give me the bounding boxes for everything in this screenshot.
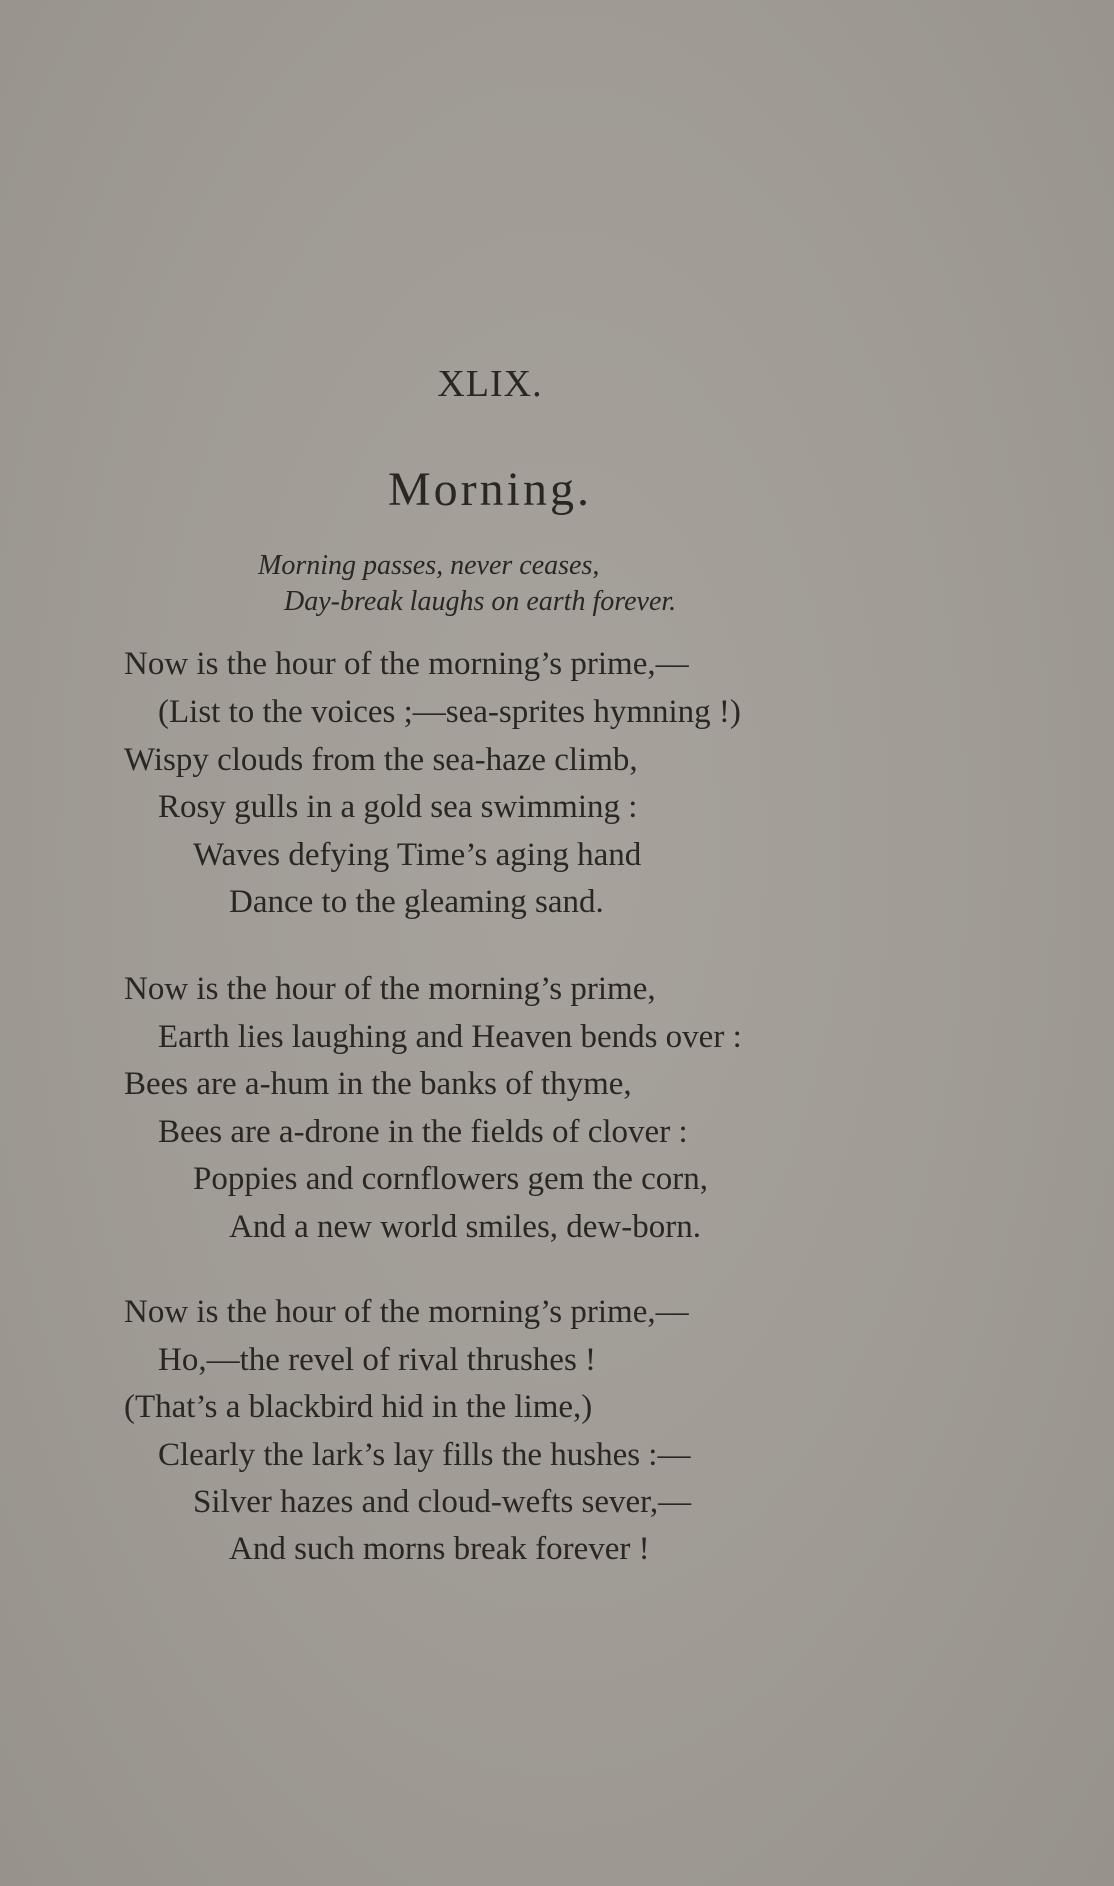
- poem-title: Morning.: [388, 463, 592, 516]
- poem-line: Poppies and cornflowers gem the corn,: [193, 1161, 709, 1197]
- poem-line: Ho,—the revel of rival thrushes !: [158, 1342, 597, 1378]
- poem-line: Waves defying Time’s aging hand: [193, 837, 642, 873]
- poem-line: (That’s a blackbird hid in the lime,): [124, 1389, 593, 1425]
- epigraph-line: Morning passes, never ceases,: [258, 550, 600, 581]
- poem-line: (List to the voices ;—sea-sprites hymning !): [158, 694, 741, 730]
- poem-line: Earth lies laughing and Heaven bends over :: [158, 1019, 742, 1055]
- epigraph-line: Day-break laughs on earth forever.: [284, 586, 677, 617]
- poem-number: XLIX.: [437, 363, 543, 405]
- poem-line: Clearly the lark’s lay fills the hushes :—: [158, 1437, 691, 1473]
- poem-line: Now is the hour of the morning’s prime,—: [124, 1294, 689, 1330]
- poem-line: Bees are a-hum in the banks of thyme,: [124, 1066, 632, 1102]
- poem-line: Now is the hour of the morning’s prime,—: [124, 646, 689, 682]
- poem-line: Silver hazes and cloud-wefts sever,—: [193, 1484, 692, 1520]
- poem-line: And a new world smiles, dew-born.: [229, 1209, 701, 1245]
- poem-line: Dance to the gleaming sand.: [229, 884, 604, 920]
- poem-line: Now is the hour of the morning’s prime,: [124, 971, 656, 1007]
- poem-line: Bees are a-drone in the fields of clover :: [158, 1114, 688, 1150]
- poem-line: And such morns break forever !: [229, 1531, 650, 1567]
- poem-line: Wispy clouds from the sea-haze climb,: [124, 742, 638, 778]
- poem-line: Rosy gulls in a gold sea swimming :: [158, 789, 638, 825]
